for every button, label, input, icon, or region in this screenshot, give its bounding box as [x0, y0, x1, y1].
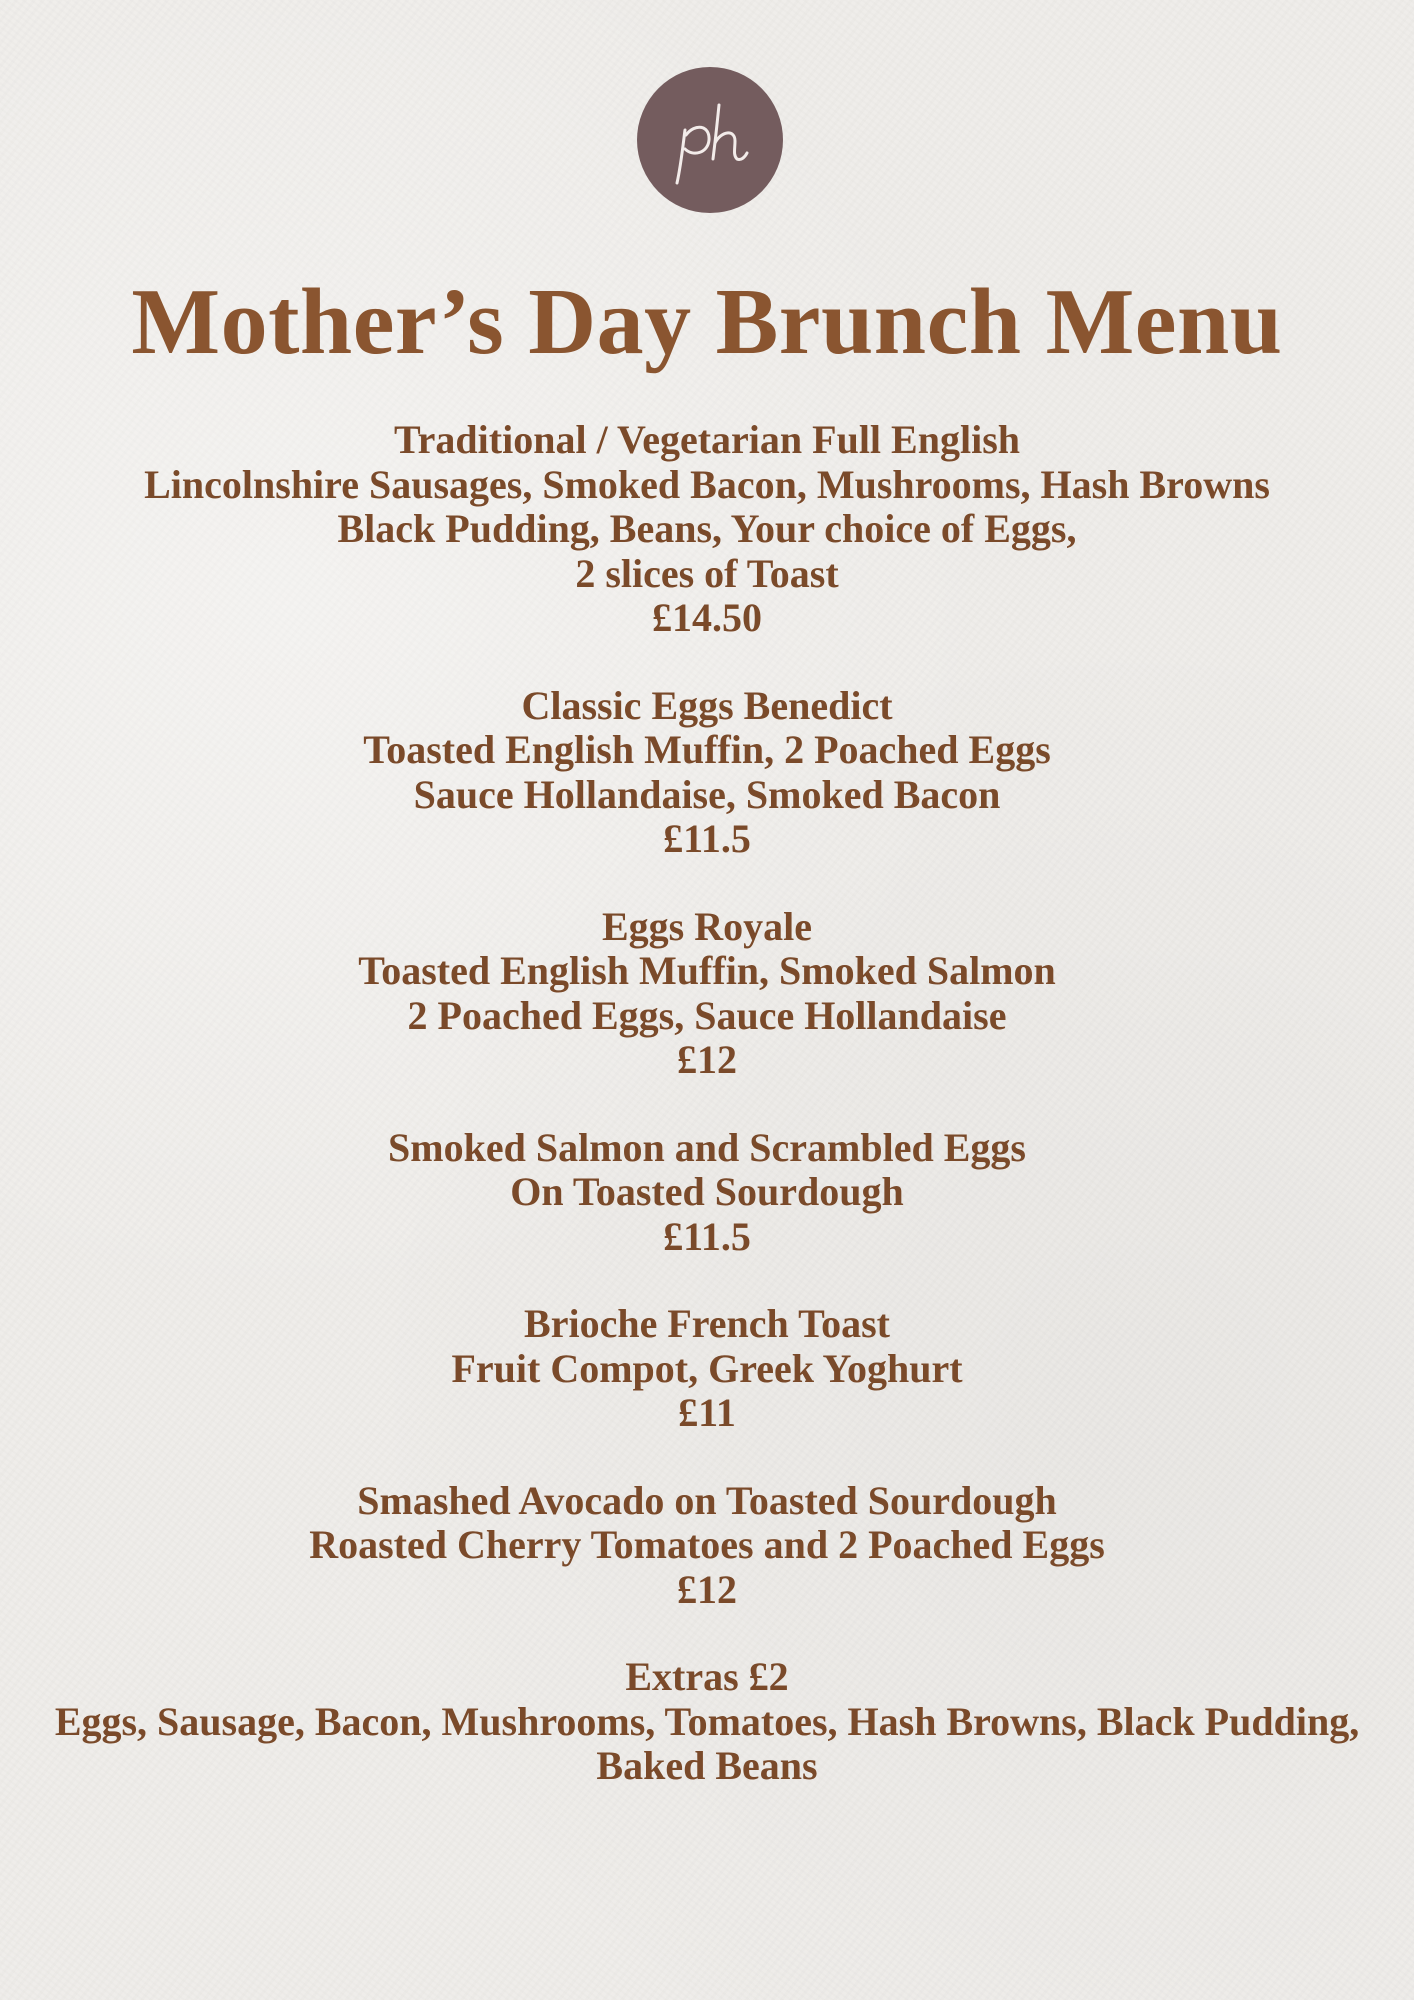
item-price: £11: [678, 1390, 736, 1435]
item-name: Smashed Avocado on Toasted Sourdough: [357, 1477, 1057, 1523]
extras-description: Eggs, Sausage, Bacon, Mushrooms, Tomatoes, Hash Browns, Black Pudding, Baked Beans: [54, 1698, 1360, 1788]
item-description-line: 2 slices of Toast: [575, 550, 839, 596]
menu-item-smoked-salmon: [40, 1126, 1374, 1260]
menu-title: Mother’s Day Brunch Menu: [131, 270, 1283, 374]
item-name: Classic Eggs Benedict: [521, 682, 893, 728]
item-description-line: Sauce Hollandaise, Smoked Bacon: [413, 771, 1001, 817]
ph-monogram-icon: [655, 85, 765, 195]
item-description-line: Roasted Cherry Tomatoes and 2 Poached Eggs: [309, 1522, 1105, 1567]
menu-item-eggs-royale: [40, 905, 1374, 1083]
item-name: Eggs Royale: [602, 903, 812, 949]
item-description-line: On Toasted Sourdough: [510, 1169, 904, 1214]
item-name: Traditional / Vegetarian Full English: [393, 417, 1021, 462]
item-price: £11.5: [663, 816, 751, 861]
item-price: £12: [677, 1566, 737, 1612]
menu-item-french-toast: [40, 1302, 1374, 1436]
item-name: Brioche French Toast: [524, 1301, 890, 1346]
menu-item-full-english: [40, 418, 1374, 641]
item-price: £11.5: [663, 1213, 751, 1259]
item-price: £12: [677, 1037, 737, 1082]
item-description-line: 2 Poached Eggs, Sauce Hollandaise: [407, 992, 1007, 1038]
menu-list: [40, 418, 1374, 1832]
item-description-line: Toasted English Muffin, Smoked Salmon: [358, 948, 1056, 993]
menu-item-eggs-benedict: [40, 684, 1374, 862]
item-name: Smoked Salmon and Scrambled Eggs: [388, 1124, 1026, 1170]
menu-item-extras: [40, 1655, 1374, 1789]
item-description-line: Lincolnshire Sausages, Smoked Bacon, Mushrooms, Hash Browns: [144, 461, 1270, 507]
extras-heading: Extras £2: [625, 1654, 789, 1699]
item-description-line: Black Pudding, Beans, Your choice of Eggs,: [337, 506, 1077, 551]
menu-item-smashed-avocado: [40, 1479, 1374, 1613]
brand-logo: [637, 67, 783, 213]
item-price: £14.50: [652, 595, 762, 640]
item-description-line: Toasted English Muffin, 2 Poached Eggs: [363, 727, 1051, 772]
item-description-line: Fruit Compot, Greek Yoghurt: [451, 1345, 963, 1391]
